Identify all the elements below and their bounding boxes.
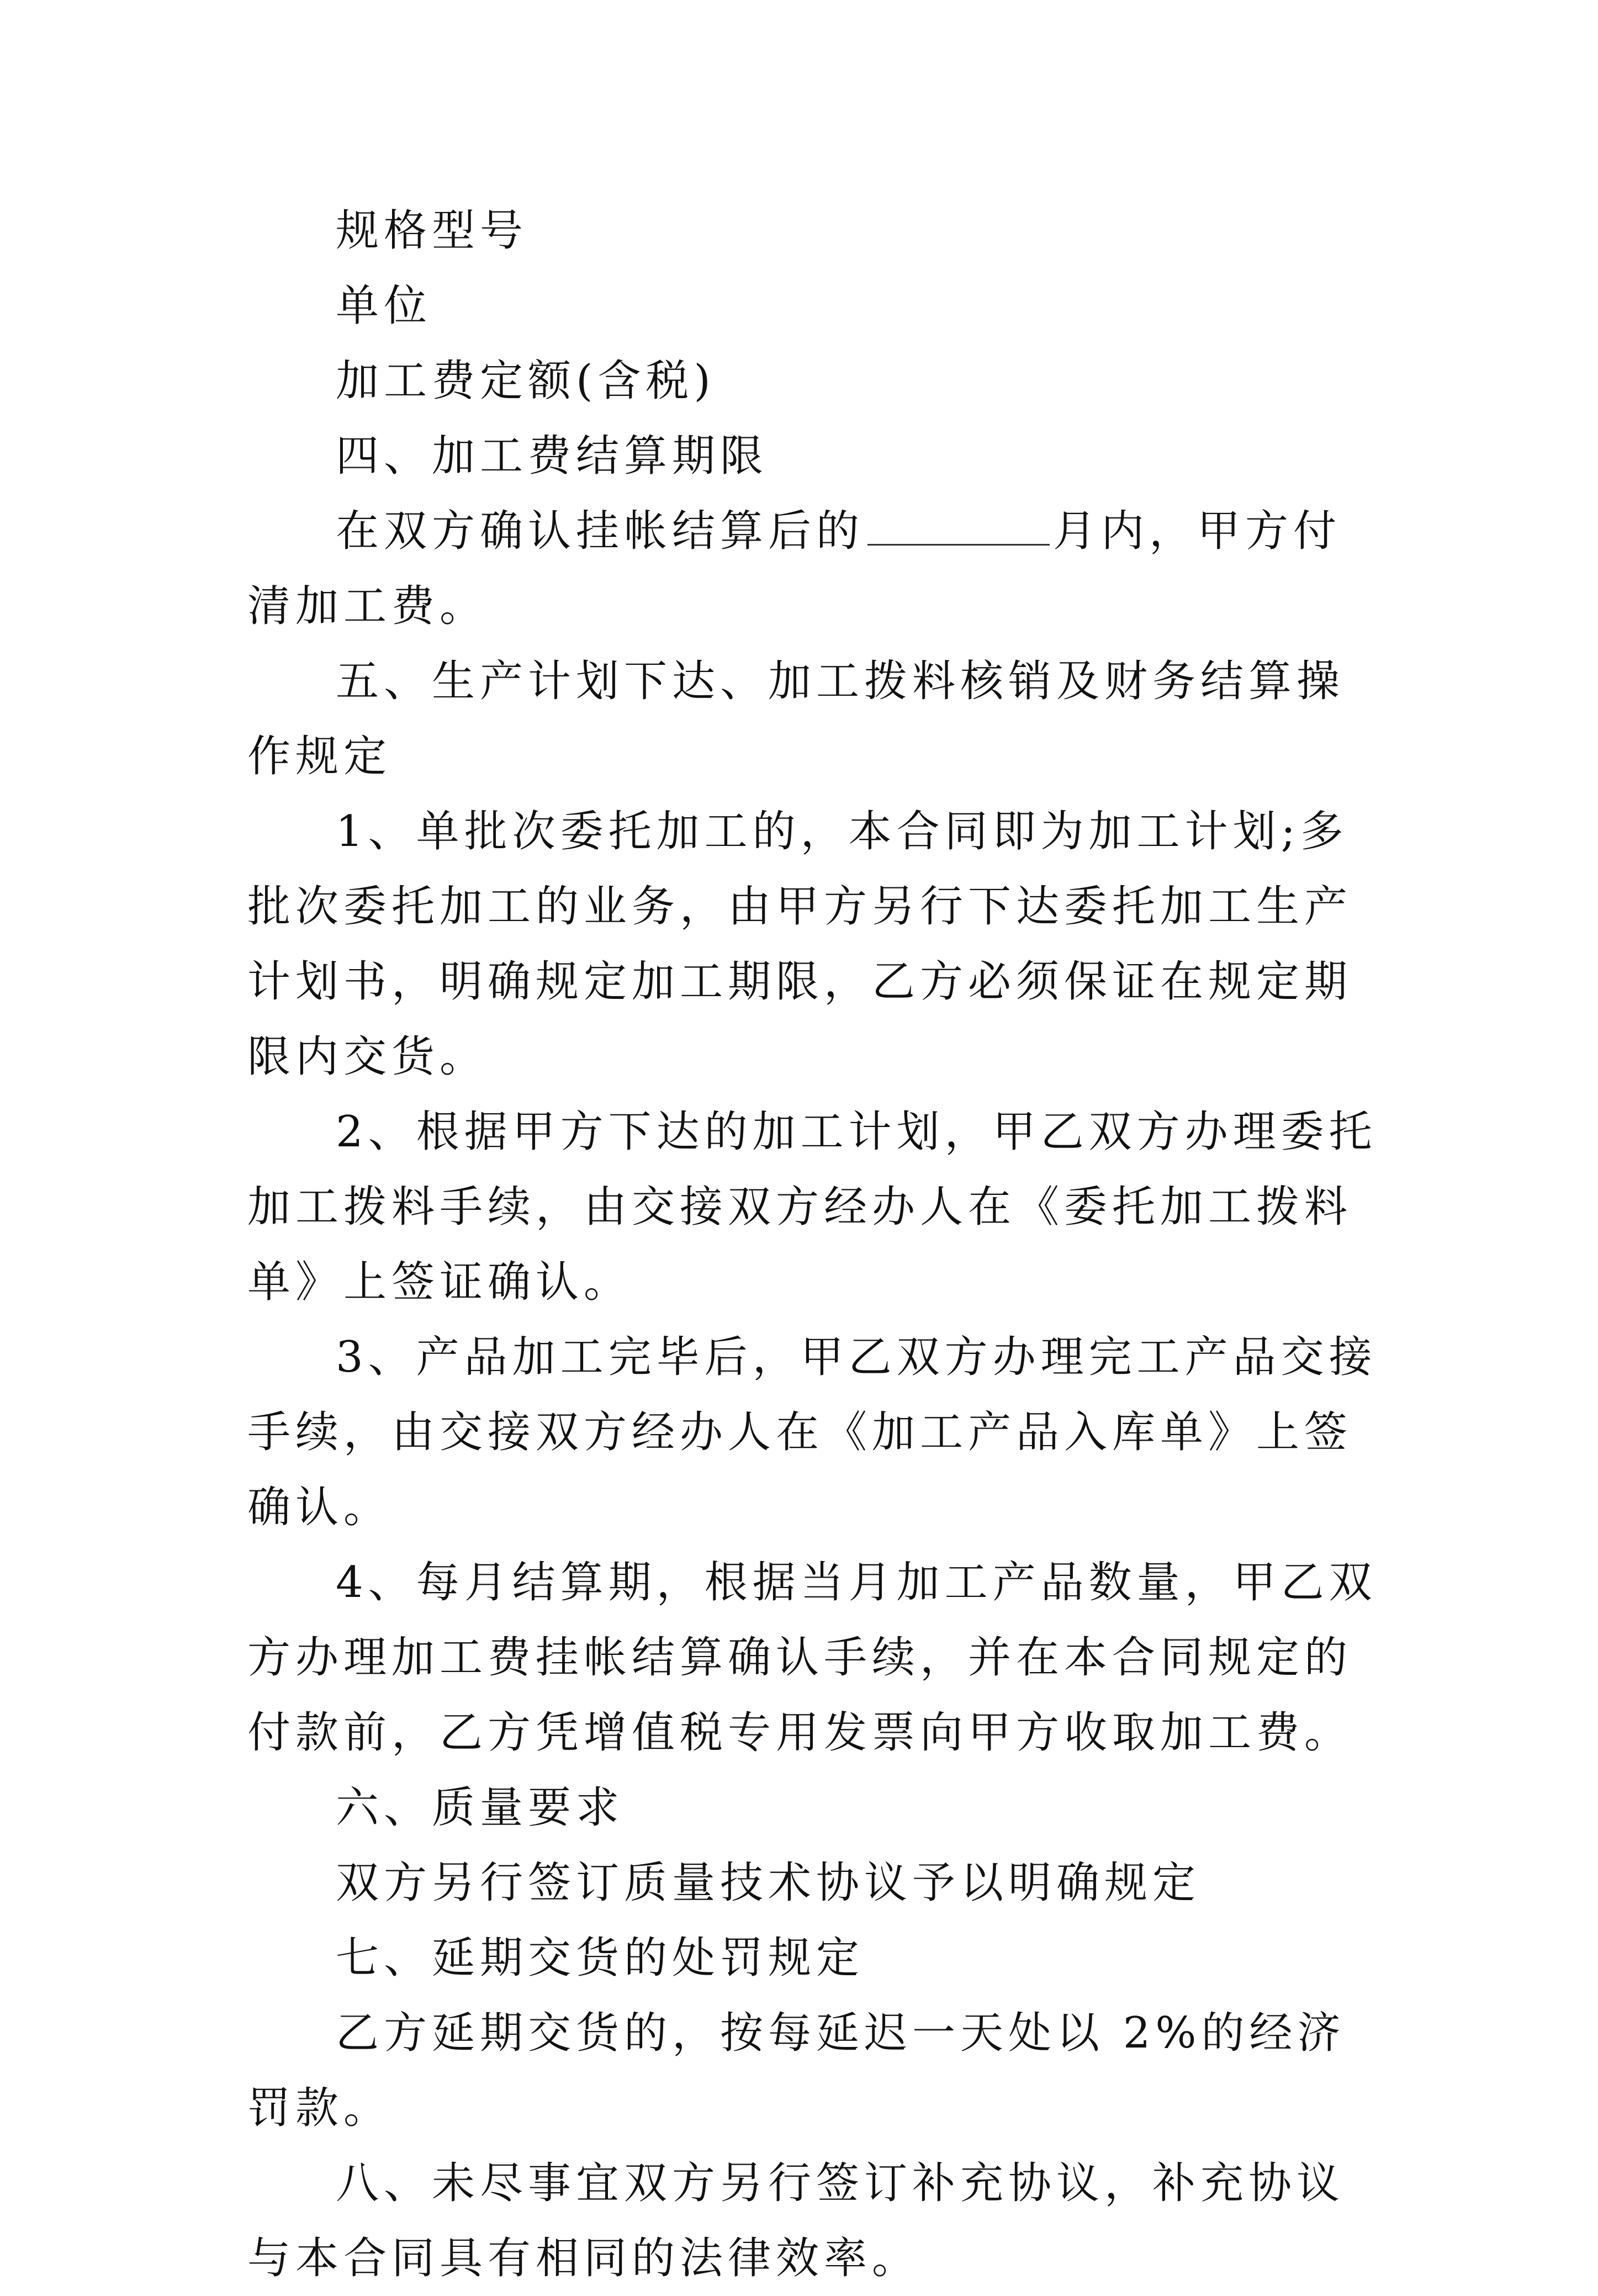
- clause-5-3: 3、产品加工完毕后，甲乙双方办理完工产品交接手续，由交接双方经办人在《加工产品入库单》上签确认。: [247, 1332, 1377, 1532]
- document-body: [247, 193, 1379, 2296]
- section-6-heading: 六、质量要求: [336, 1783, 625, 1833]
- line-fee-quota: 加工费定额(含税): [336, 356, 716, 406]
- payment-term-before: 在双方确认挂帐结算后的: [336, 506, 865, 556]
- clause-5-1: 1、单批次委托加工的，本合同即为加工计划;多批次委托加工的业务，由甲方另行下达委托加工生产计划书，明确规定加工期限，乙方必须保证在规定期限内交货。: [247, 807, 1353, 1082]
- fill-in-blank: [867, 504, 1050, 546]
- clause-5-2: 2、根据甲方下达的加工计划，甲乙双方办理委托加工拨料手续，由交接双方经办人在《委托加工拨料单》上签证确认。: [247, 1107, 1377, 1307]
- payment-term-paragraph: [247, 494, 1379, 644]
- section-8-paragraph: 八、未尽事宜双方另行签订补充协议，补充协议与本合同具有相同的法律效率。: [247, 2159, 1345, 2283]
- section-6-body: 双方另行签订质量技术协议予以明确规定: [336, 1858, 1201, 1908]
- payment-term-after: 月内，甲方付清加工费。: [247, 506, 1342, 631]
- section-4-heading: 四、加工费结算期限: [336, 431, 769, 481]
- clause-5-4: 4、每月结算期，根据当月加工产品数量，甲乙双方办理加工费挂帐结算确认手续，并在本合同规定的付款前，乙方凭增值税专用发票向甲方收取加工费。: [247, 1558, 1377, 1758]
- line-spec-model: 规格型号: [336, 206, 528, 256]
- section-7-body: 乙方延期交货的，按每延迟一天处以 2%的经济罚款。: [247, 2008, 1346, 2133]
- section-7-heading: 七、延期交货的处罚规定: [336, 1933, 865, 1983]
- line-unit: 单位: [336, 281, 432, 331]
- section-5-heading: 五、生产计划下达、加工拨料核销及财务结算操作规定: [247, 657, 1345, 781]
